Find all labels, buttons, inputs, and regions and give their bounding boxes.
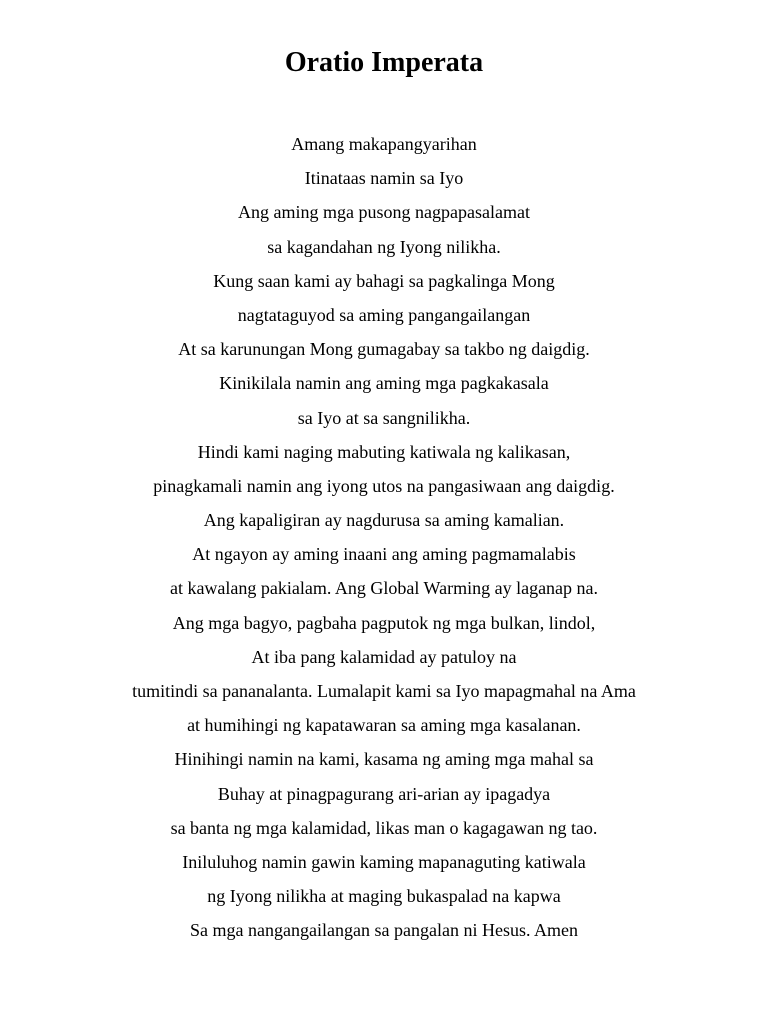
prayer-line: Hindi kami naging mabuting katiwala ng kalikasan, [197,441,571,462]
prayer-line: Itinataas namin sa Iyo [304,168,464,189]
prayer-line: Ang aming mga pusong nagpapasalamat [238,202,530,223]
prayer-line: Buhay at pinagpagurang ari-arian ay ipagadya [217,783,551,804]
prayer-line: ng Iyong nilikha at maging bukaspalad na kapwa [207,886,561,907]
prayer-line: sa Iyo at sa sangnilikha. [297,407,471,428]
prayer-line: Sa mga nangangailangan sa pangalan ni Hesus. Amen [190,920,578,941]
prayer-line: tumitindi sa pananalanta. Lumalapit kami sa Iyo mapagmahal na Ama [132,681,636,701]
prayer-line: sa kagandahan ng Iyong nilikha. [267,236,501,257]
prayer-line: Ang kapaligiran ay nagdurusa sa aming kamalian. [203,510,565,531]
prayer-line: Kinikilala namin ang aming mga pagkakasala [219,373,549,394]
prayer-line: At sa karunungan Mong gumagabay sa takbo ng daigdig. [178,339,590,360]
prayer-line: Ang mga bagyo, pagbaha pagputok ng mga bulkan, lindol, [172,612,596,633]
prayer-line: Kung saan kami ay bahagi sa pagkalinga Mong [213,270,555,291]
prayer-line: at kawalang pakialam. Ang Global Warming ay laganap na. [169,578,599,599]
prayer-text [0,127,768,948]
prayer-line: sa banta ng mga kalamidad, likas man o kagagawan ng tao. [170,817,598,838]
prayer-line: at humihingi ng kapatawaran sa aming mga kasalanan. [187,715,581,736]
prayer-line: Iniluluhog namin gawin kaming mapanaguting katiwala [182,851,586,872]
prayer-line: Amang makapangyarihan [291,134,477,154]
document-title: Oratio Imperata [284,47,484,78]
prayer-line: At iba pang kalamidad ay patuloy na [251,646,517,667]
prayer-line: pinagkamali namin ang iyong utos na pangasiwaan ang daigdig. [153,475,615,496]
prayer-line: At ngayon ay aming inaani ang aming pagmamalabis [192,544,576,565]
prayer-line: Hinihingi namin na kami, kasama ng aming mga mahal sa [174,749,594,770]
prayer-line: nagtataguyod sa aming pangangailangan [237,304,531,325]
